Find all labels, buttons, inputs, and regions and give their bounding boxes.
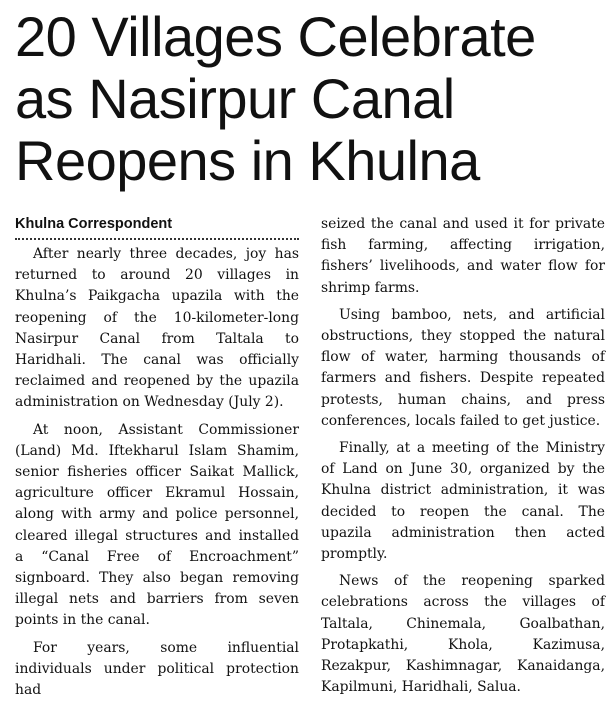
paragraph: seized the canal and used it for private fish farming, affecting irrigation, fishers’ livelihoods, and water flow for shrimp farms. <box>321 216 605 296</box>
byline: Khulna Correspondent <box>15 214 299 240</box>
column-left <box>15 214 299 707</box>
paragraph: Using bamboo, nets, and artificial obstructions, they stopped the natural flow of water, harming thousands of farmers and fishers. Despite repeated protests, human chains, and press conferences, locals failed to get justice. <box>321 306 605 429</box>
paragraph: Finally, at a meeting of the Ministry of Land on June 30, organized by the Khulna district administration, it was decided to reopen the canal. The upazila administration then acted promptly. <box>321 440 605 563</box>
paragraph: At noon, Assistant Commissioner (Land) Md. Iftekharul Islam Shamim, senior fisheries officer Saikat Mallick, agriculture officer Ekramul Hossain, along with army and police personnel, cleared illegal structures and installed a “Canal Free of Encroachment” signboard. They also began removing illegal nets and barriers from seven points in the canal. <box>15 421 299 629</box>
article-body <box>15 214 605 707</box>
paragraph: For years, some influential individuals under political protection had <box>15 639 299 699</box>
headline-line: as Nasirpur Canal <box>15 67 455 130</box>
headline-line: 20 Villages Celebrate <box>15 5 536 68</box>
paragraph: News of the reopening sparked celebrations across the villages of Taltala, Chinemala, Goalbathan, Protapkathi, Khola, Kazimusa, Rezakpur, Kashimnagar, Kanaidanga, Kapilmuni, Haridhali, Salua. <box>321 573 605 696</box>
paragraph: After nearly three decades, joy has returned to around 20 villages in Khulna’s Paikgacha upazila with the reopening of the 10-kilometer-long Nasirpur Canal from Taltala to Haridhali. The canal was officially reclaimed and reopened by the upazila administration on Wednesday (July 2). <box>15 246 299 411</box>
headline-line: Reopens in Khulna <box>15 129 480 192</box>
column-right <box>321 214 605 707</box>
headline <box>15 6 604 192</box>
